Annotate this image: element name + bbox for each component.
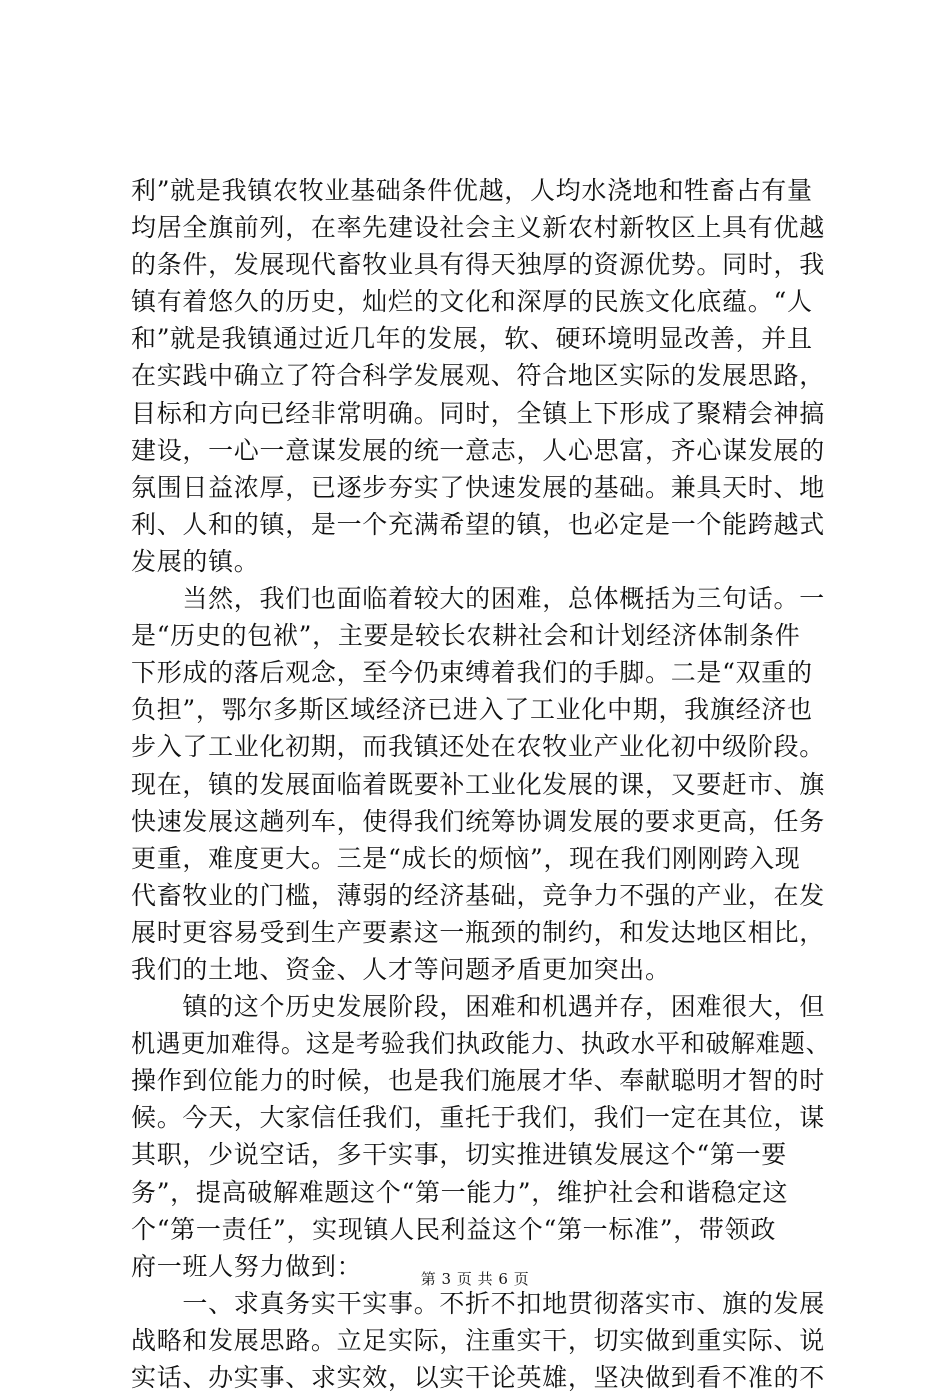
text-line: 机遇更加难得。这是考验我们执政能力、执政水平和破解难题、 [131,1029,831,1059]
text-line: 当然，我们也面临着较大的困难，总体概括为三句话。一 [131,584,825,614]
text-line: 建设，一心一意谋发展的统一意志，人心思富，齐心谋发展的 [131,435,825,465]
text-line: 利”就是我镇农牧业基础条件优越，人均水浇地和牲畜占有量 [131,176,813,205]
page-footer: 第 3 页 共 6 页 [420,1270,530,1288]
text-line: 发展的镇。 [131,546,260,576]
text-line: 的条件，发展现代畜牧业具有得天独厚的资源优势。同时，我 [131,250,825,280]
text-line: 个“第一责任”，实现镇人民利益这个“第一标准”，带领政 [131,1214,777,1244]
text-line: 负担”，鄂尔多斯区域经济已进入了工业化中期，我旗经济也 [131,695,813,725]
text-line: 均居全旗前列，在率先建设社会主义新农村新牧区上具有优越 [131,213,825,243]
text-line: 和”就是我镇通过近几年的发展，软、硬环境明显改善，并且 [131,324,813,354]
text-line: 氛围日益浓厚，已逐步夯实了快速发展的基础。兼具天时、地 [131,472,825,502]
text-line: 目标和方向已经非常明确。同时，全镇上下形成了聚精会神搞 [131,398,825,428]
text-line: 快速发展这趟列车，使得我们统筹协调发展的要求更高，任务 [131,806,825,836]
text-line: 下形成的落后观念，至今仍束缚着我们的手脚。二是“双重的 [131,658,813,688]
text-line: 实话、办实事、求实效，以实干论英雄，坚决做到看不准的不 [131,1363,825,1392]
body-text [131,172,831,1396]
text-line: 利、人和的镇，是一个充满希望的镇，也必定是一个能跨越式 [131,509,825,539]
text-line: 镇有着悠久的历史，灿烂的文化和深厚的民族文化底蕴。“人 [131,287,813,317]
text-line: 候。今天，大家信任我们，重托于我们，我们一定在其位，谋 [131,1103,825,1133]
text-line: 我们的土地、资金、人才等问题矛盾更加突出。 [131,954,671,984]
text-line: 战略和发展思路。立足实际，注重实干，切实做到重实际、说 [131,1325,825,1355]
text-line: 代畜牧业的门槛，薄弱的经济基础，竞争力不强的产业，在发 [131,880,825,910]
text-line: 操作到位能力的时候，也是我们施展才华、奉献聪明才智的时 [131,1066,825,1096]
text-line: 府一班人努力做到： [131,1251,363,1281]
text-line: 务”，提高破解难题这个“第一能力”，维护社会和谐稳定这 [131,1177,789,1207]
text-line: 现在，镇的发展面临着既要补工业化发展的课，又要赶市、旗 [131,769,825,799]
text-line: 更重，难度更大。三是“成长的烦恼”，现在我们刚刚跨入现 [131,843,801,873]
text-line: 是“历史的包袱”，主要是较长农耕社会和计划经济体制条件 [131,621,801,651]
text-line: 一、求真务实干实事。不折不扣地贯彻落实市、旗的发展 [131,1288,825,1318]
text-line: 展时更容易受到生产要素这一瓶颈的制约，和发达地区相比， [131,917,825,947]
text-line: 步入了工业化初期，而我镇还处在农牧业产业化初中级阶段。 [131,732,825,762]
text-line: 镇的这个历史发展阶段，困难和机遇并存，困难很大，但 [131,992,825,1022]
text-line: 在实践中确立了符合科学发展观、符合地区实际的发展思路， [131,361,825,391]
text-line: 其职，少说空话，多干实事，切实推进镇发展这个“第一要 [131,1140,787,1170]
